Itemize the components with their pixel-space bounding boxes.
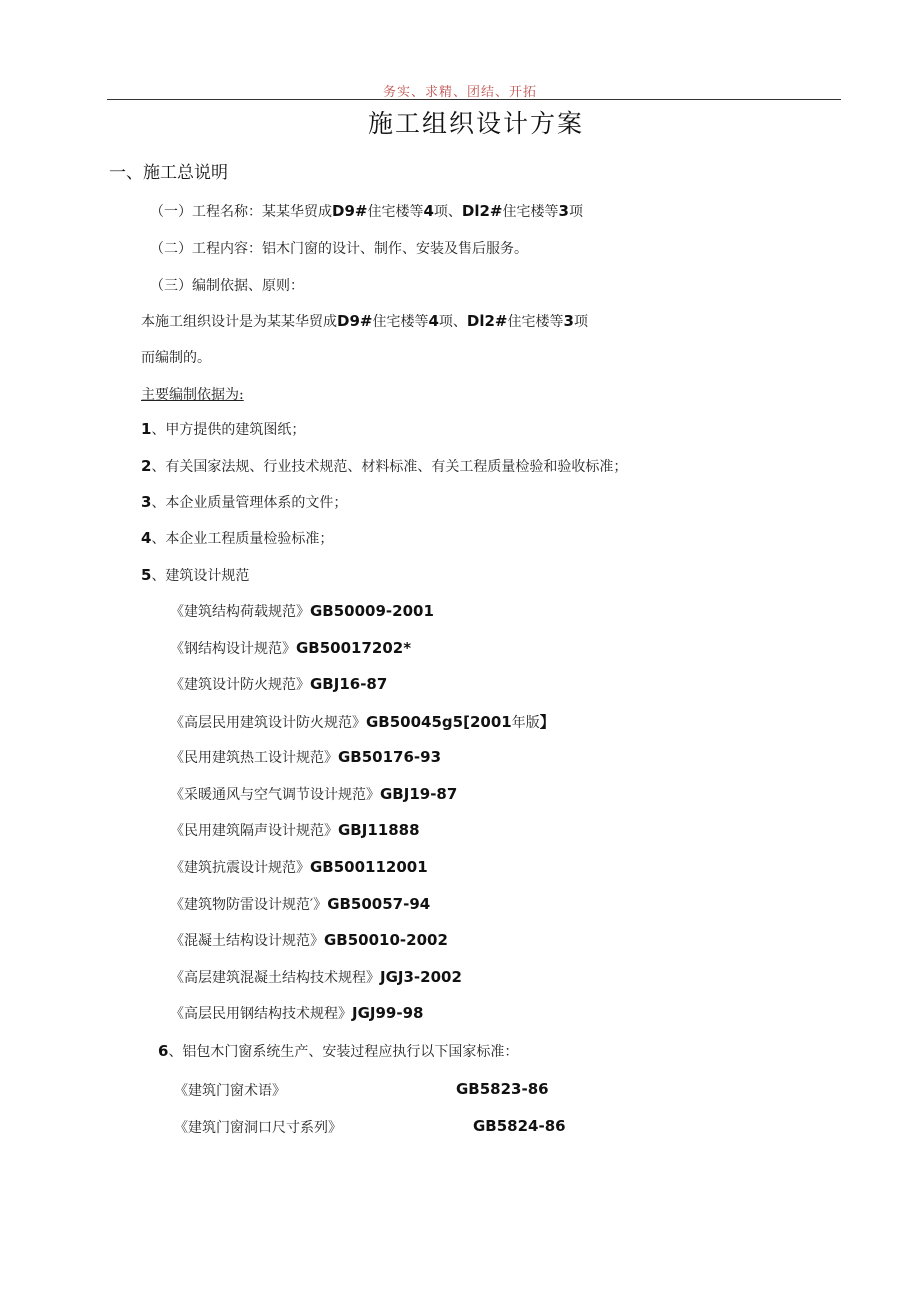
- national-standard-code: GB5824-86: [473, 1117, 566, 1135]
- standard-code: GB50057-94: [327, 895, 431, 913]
- standard-suffix: 年版: [511, 715, 540, 731]
- standard-code: JGJ3-2002: [380, 968, 462, 986]
- building-code: D9#: [337, 312, 373, 330]
- count: 4: [428, 312, 439, 330]
- building-code: D9#: [332, 202, 368, 220]
- list-number: 5: [141, 566, 152, 584]
- list-number: 6: [158, 1042, 169, 1060]
- standard-item: [170, 1003, 423, 1023]
- project-content-line: （二）工程内容：铝木门窗的设计、制作、安装及售后服务。: [150, 241, 528, 257]
- national-standard-name: 《建筑门窗洞口尺寸系列》: [174, 1120, 342, 1136]
- document-title: 施工组织设计方案: [367, 109, 584, 138]
- standard-code: GBJ19-87: [380, 785, 458, 803]
- standard-code: GBJ11888: [338, 821, 420, 839]
- standard-code: JGJ99-98: [352, 1004, 424, 1022]
- list-text: 、建筑设计规范: [151, 568, 250, 584]
- national-standard-code: GB5823-86: [456, 1080, 549, 1098]
- standard-item: [170, 674, 387, 694]
- standard-name: 《民用建筑热工设计规范》: [170, 750, 338, 766]
- project-name-line: [150, 201, 583, 221]
- text-fragment: 项、: [438, 314, 467, 330]
- text-fragment: 住宅楼等: [372, 314, 429, 330]
- standard-code: GB500112001: [310, 858, 428, 876]
- standard-item: [170, 711, 555, 732]
- standard-item: [170, 967, 462, 987]
- basis-title-line: （三）编制依据、原则：: [150, 278, 304, 294]
- count: 3: [558, 202, 569, 220]
- project-name-label: （一）工程名称：某某华贸成: [150, 204, 332, 220]
- text-fragment: 住宅楼等: [367, 204, 424, 220]
- list-number: 2: [141, 457, 152, 475]
- section-heading: 一、施工总说明: [109, 163, 228, 183]
- list-number: 1: [141, 420, 152, 438]
- national-standard-name: 《建筑门窗术语》: [174, 1083, 286, 1099]
- list-item: [141, 456, 627, 476]
- standard-code: GB50010-2002: [324, 931, 448, 949]
- standard-item: [170, 894, 430, 914]
- basis-paragraph-line: [141, 311, 588, 331]
- standard-name: 《建筑设计防火规范》: [170, 677, 310, 693]
- standard-name: 《采暖通风与空气调节设计规范》: [170, 787, 380, 803]
- text-fragment: 项: [568, 204, 583, 220]
- standard-name: 《高层民用钢结构技术规程》: [170, 1006, 352, 1022]
- standard-code: GBJ16-87: [310, 675, 388, 693]
- standard-name: 《建筑抗震设计规范》: [170, 860, 310, 876]
- text-fragment: 住宅楼等: [502, 204, 559, 220]
- text-fragment: 本施工组织设计是为某某华贸成: [141, 314, 337, 330]
- standard-code: GB50017202*: [296, 639, 412, 657]
- list-item: [141, 419, 305, 439]
- standard-name: 《民用建筑隔声设计规范》: [170, 823, 338, 839]
- count: 3: [563, 312, 574, 330]
- standard-item: [170, 601, 434, 621]
- standard-code: GB50176-93: [338, 748, 442, 766]
- standard-item: [170, 930, 448, 950]
- standard-name: 《高层建筑混凝土结构技术规程》: [170, 970, 380, 986]
- standard-item: [170, 784, 457, 804]
- header-motto: 务实、求精、团结、开拓: [382, 85, 537, 100]
- standard-name: 《高层民用建筑设计防火规范》: [170, 715, 366, 731]
- list-text: 、本企业质量管理体系的文件；: [151, 495, 348, 511]
- standard-name: 《钢结构设计规范》: [170, 641, 296, 657]
- list-item: [158, 1041, 518, 1061]
- list-text: 、甲方提供的建筑图纸；: [151, 422, 306, 438]
- standard-name: 《建筑结构荷载规范》: [170, 604, 310, 620]
- building-code: Dl2#: [461, 202, 503, 220]
- standard-item: [170, 747, 441, 767]
- list-number: 3: [141, 493, 152, 511]
- list-item: [141, 565, 249, 585]
- header-rule: [107, 99, 841, 100]
- standard-item: [170, 638, 411, 658]
- standard-code: GB50045g5[2001: [366, 713, 512, 731]
- list-item: [141, 528, 333, 548]
- count: 4: [423, 202, 434, 220]
- list-text: 、有关国家法规、行业技术规范、材料标准、有关工程质量检验和验收标准；: [151, 459, 628, 475]
- basis-paragraph-line-2: 而编制的。: [141, 350, 211, 366]
- standard-name: 《建筑物防雷设计规范′》: [170, 897, 328, 913]
- main-basis-heading: 主要编制依据为:: [141, 387, 244, 403]
- standard-item: [170, 857, 428, 877]
- list-number: 4: [141, 529, 152, 547]
- list-item: [141, 492, 347, 512]
- list-text: 、本企业工程质量检验标准；: [151, 531, 334, 547]
- text-fragment: 住宅楼等: [507, 314, 564, 330]
- standard-bracket: 】: [539, 713, 555, 731]
- standard-code: GB50009-2001: [310, 602, 434, 620]
- standard-name: 《混凝土结构设计规范》: [170, 933, 324, 949]
- building-code: Dl2#: [466, 312, 508, 330]
- text-fragment: 项: [573, 314, 588, 330]
- standard-item: [170, 820, 420, 840]
- list-text: 、铝包木门窗系统生产、安装过程应执行以下国家标准：: [168, 1044, 519, 1060]
- text-fragment: 项、: [433, 204, 462, 220]
